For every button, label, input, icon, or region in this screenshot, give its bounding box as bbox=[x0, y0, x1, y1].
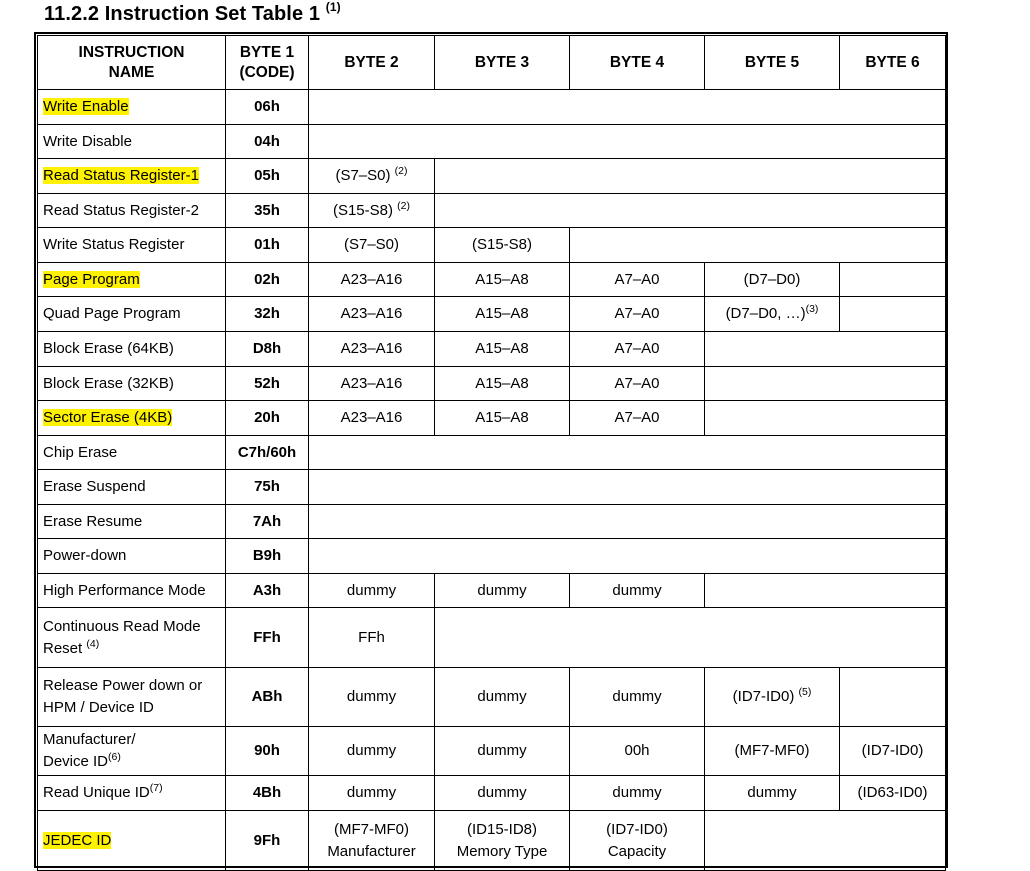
byte6-cell bbox=[840, 263, 946, 297]
byte6-cell: (ID7-ID0) bbox=[840, 727, 946, 776]
byte2-cell: (S7–S0) bbox=[309, 228, 435, 263]
byte3-cell: dummy bbox=[435, 776, 570, 811]
byte4-cell: 00h bbox=[570, 727, 705, 776]
table-row bbox=[38, 776, 946, 811]
byte2-cell: A23–A16 bbox=[309, 367, 435, 401]
table-row bbox=[38, 159, 946, 194]
instruction-set-table bbox=[37, 35, 946, 871]
table-row bbox=[38, 608, 946, 668]
instruction-code: B9h bbox=[226, 539, 309, 574]
table-row bbox=[38, 401, 946, 436]
instruction-code: 06h bbox=[226, 90, 309, 125]
instruction-code: 52h bbox=[226, 367, 309, 401]
title-text: 11.2.2 Instruction Set Table 1 bbox=[44, 3, 321, 25]
byte3-cell: A15–A8 bbox=[435, 401, 570, 436]
byte2-cell: (MF7-MF0) Manufacturer bbox=[309, 811, 435, 871]
table-row bbox=[38, 436, 946, 470]
instruction-name: Erase Resume bbox=[38, 505, 226, 539]
instruction-code: FFh bbox=[226, 608, 309, 668]
instruction-name: Page Program bbox=[43, 270, 140, 288]
table-row bbox=[38, 811, 946, 871]
byte6-cell: (ID63-ID0) bbox=[840, 776, 946, 811]
header-byte3: BYTE 3 bbox=[435, 36, 570, 90]
byte4-cell: A7–A0 bbox=[570, 401, 705, 436]
byte2-cell: A23–A16 bbox=[309, 332, 435, 367]
instruction-code: ABh bbox=[226, 668, 309, 727]
instruction-code: D8h bbox=[226, 332, 309, 367]
instruction-code: 32h bbox=[226, 297, 309, 332]
byte2-cell: A23–A16 bbox=[309, 297, 435, 332]
table-row bbox=[38, 125, 946, 159]
header-byte4: BYTE 4 bbox=[570, 36, 705, 90]
byte4-cell: A7–A0 bbox=[570, 297, 705, 332]
byte3-cell: (S15-S8) bbox=[435, 228, 570, 263]
instruction-name: High Performance Mode bbox=[38, 574, 226, 608]
table-row bbox=[38, 263, 946, 297]
byte3-cell: dummy bbox=[435, 668, 570, 727]
byte4-cell: dummy bbox=[570, 776, 705, 811]
instruction-name: Erase Suspend bbox=[38, 470, 226, 505]
byte4-cell: A7–A0 bbox=[570, 263, 705, 297]
byte2-cell: dummy bbox=[309, 574, 435, 608]
table-row bbox=[38, 727, 946, 776]
table-row bbox=[38, 297, 946, 332]
instruction-name: JEDEC ID bbox=[43, 831, 112, 849]
byte5-cell: (MF7-MF0) bbox=[705, 727, 840, 776]
table-row bbox=[38, 194, 946, 228]
instruction-code: 90h bbox=[226, 727, 309, 776]
instruction-code: C7h/60h bbox=[226, 436, 309, 470]
header-byte2: BYTE 2 bbox=[309, 36, 435, 90]
table-row bbox=[38, 332, 946, 367]
header-byte6: BYTE 6 bbox=[840, 36, 946, 90]
table-row bbox=[38, 470, 946, 505]
instruction-code: 05h bbox=[226, 159, 309, 194]
header-instruction-name: INSTRUCTION NAME bbox=[38, 36, 226, 90]
instruction-code: 7Ah bbox=[226, 505, 309, 539]
byte4-cell: A7–A0 bbox=[570, 332, 705, 367]
byte6-cell bbox=[840, 668, 946, 727]
byte2-cell: (S7–S0) $^{(2)}$ bbox=[309, 159, 435, 194]
instruction-name: Manufacturer/ Device ID$^{(6)}$ bbox=[38, 727, 226, 776]
instruction-name: Power-down bbox=[38, 539, 226, 574]
instruction-name: Write Disable bbox=[38, 125, 226, 159]
instruction-name: Read Status Register-1 bbox=[43, 167, 199, 184]
byte2-cell: dummy bbox=[309, 727, 435, 776]
byte3-cell: A15–A8 bbox=[435, 367, 570, 401]
table-row bbox=[38, 90, 946, 125]
byte4-cell: dummy bbox=[570, 574, 705, 608]
byte3-cell: dummy bbox=[435, 574, 570, 608]
table-row bbox=[38, 505, 946, 539]
title-footnote: (1) bbox=[325, 0, 341, 14]
table-row bbox=[38, 574, 946, 608]
header-row bbox=[38, 36, 946, 90]
byte4-cell: A7–A0 bbox=[570, 367, 705, 401]
table-row bbox=[38, 367, 946, 401]
page-title bbox=[44, 0, 341, 26]
byte3-cell: A15–A8 bbox=[435, 263, 570, 297]
header-byte5: BYTE 5 bbox=[705, 36, 840, 90]
byte5-cell: (D7–D0, …)$^{(3)}$ bbox=[705, 297, 840, 332]
instruction-code: A3h bbox=[226, 574, 309, 608]
instruction-name: Chip Erase bbox=[38, 436, 226, 470]
byte4-cell: dummy bbox=[570, 668, 705, 727]
table-row bbox=[38, 668, 946, 727]
byte3-cell: A15–A8 bbox=[435, 297, 570, 332]
header-byte1: BYTE 1 (CODE) bbox=[226, 36, 309, 90]
byte2-cell: A23–A16 bbox=[309, 401, 435, 436]
byte5-cell: dummy bbox=[705, 776, 840, 811]
instruction-name: Write Enable bbox=[43, 98, 129, 115]
byte2-cell: dummy bbox=[309, 668, 435, 727]
table-row bbox=[38, 228, 946, 263]
instruction-code: 20h bbox=[226, 401, 309, 436]
instruction-name: Sector Erase (4KB) bbox=[43, 409, 173, 426]
byte5-cell: (ID7-ID0) $^{(5)}$ bbox=[705, 668, 840, 727]
instruction-name: Release Power down or HPM / Device ID bbox=[38, 668, 226, 727]
instruction-name: Read Unique ID$^{(7)}$ bbox=[38, 776, 226, 811]
instruction-code: 02h bbox=[226, 263, 309, 297]
byte5-cell: (D7–D0) bbox=[705, 263, 840, 297]
byte3-cell: (ID15-ID8) Memory Type bbox=[435, 811, 570, 871]
byte2-cell: FFh bbox=[309, 608, 435, 668]
byte2-cell: (S15-S8) $^{(2)}$ bbox=[309, 194, 435, 228]
instruction-name: Block Erase (32KB) bbox=[38, 367, 226, 401]
instruction-name: Continuous Read Mode Reset $^{(4)}$ bbox=[38, 608, 226, 668]
byte3-cell: A15–A8 bbox=[435, 332, 570, 367]
instruction-code: 9Fh bbox=[226, 811, 309, 871]
instruction-name: Write Status Register bbox=[38, 228, 226, 263]
instruction-name: Quad Page Program bbox=[38, 297, 226, 332]
byte2-cell: A23–A16 bbox=[309, 263, 435, 297]
byte6-cell bbox=[840, 297, 946, 332]
byte4-cell: (ID7-ID0) Capacity bbox=[570, 811, 705, 871]
table-row bbox=[38, 539, 946, 574]
instruction-code: 04h bbox=[226, 125, 309, 159]
instruction-name: Read Status Register-2 bbox=[38, 194, 226, 228]
instruction-name: Block Erase (64KB) bbox=[38, 332, 226, 367]
instruction-code: 75h bbox=[226, 470, 309, 505]
instruction-code: 01h bbox=[226, 228, 309, 263]
byte2-cell: dummy bbox=[309, 776, 435, 811]
instruction-code: 4Bh bbox=[226, 776, 309, 811]
instruction-code: 35h bbox=[226, 194, 309, 228]
byte3-cell: dummy bbox=[435, 727, 570, 776]
